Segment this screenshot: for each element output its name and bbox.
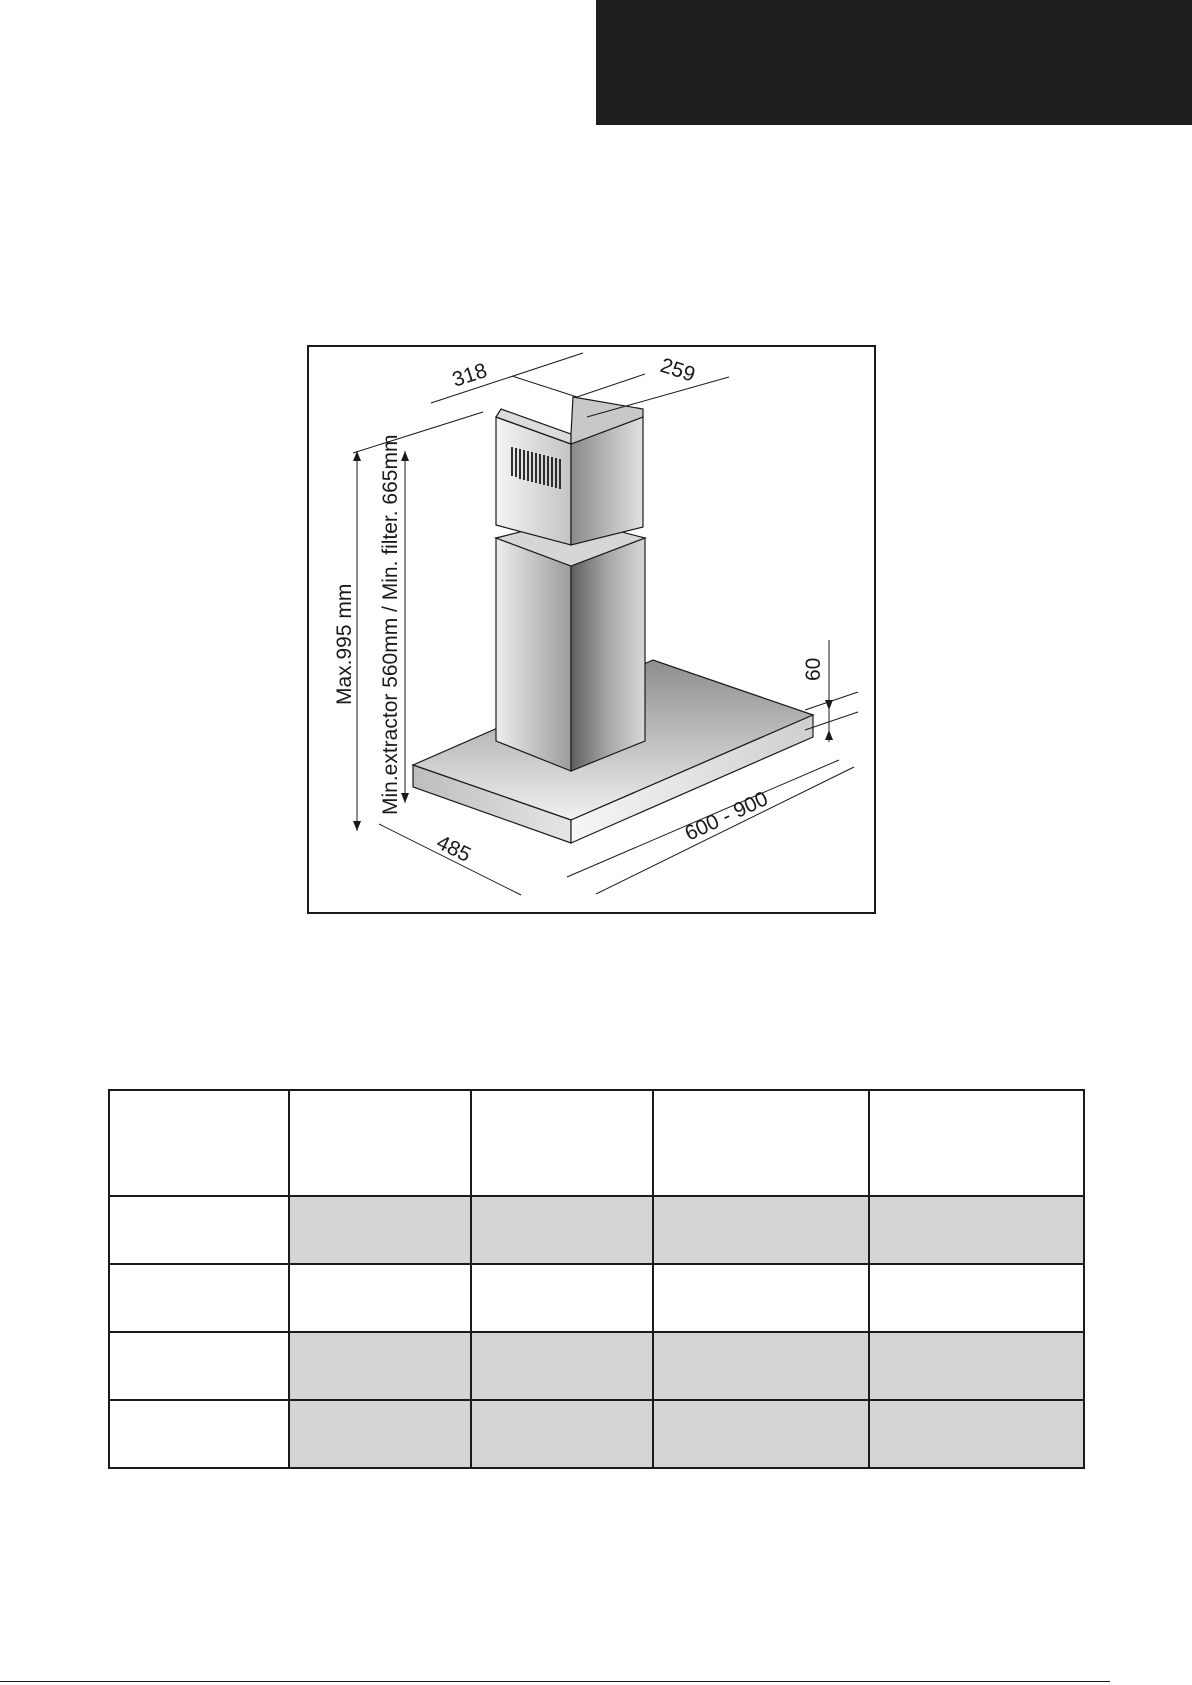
table-row-label	[109, 1400, 289, 1468]
table-cell	[869, 1264, 1084, 1332]
dim-259: 259	[657, 353, 698, 387]
table-row	[109, 1400, 1084, 1468]
table-cell	[289, 1332, 471, 1400]
dimension-diagram	[307, 345, 876, 914]
table-cell	[653, 1332, 869, 1400]
table-cell	[289, 1090, 471, 1196]
table-cell	[471, 1196, 653, 1264]
header-block	[596, 0, 1192, 125]
table-cell	[869, 1332, 1084, 1400]
table-row	[109, 1332, 1084, 1400]
dim-min-height: Min.extractor 560mm / Min. filter. 665mm	[379, 434, 402, 815]
table-cell	[869, 1196, 1084, 1264]
upper-chimney	[496, 397, 643, 545]
lower-chimney	[496, 519, 645, 771]
table-cell	[289, 1400, 471, 1468]
table-cell	[869, 1090, 1084, 1196]
table-cell	[471, 1264, 653, 1332]
table-row	[109, 1264, 1084, 1332]
table-cell	[289, 1264, 471, 1332]
table-cell	[653, 1196, 869, 1264]
table-row-label	[109, 1332, 289, 1400]
cooker-hood-drawing	[309, 347, 874, 912]
table-cell	[653, 1090, 869, 1196]
dim-600-900: 600 - 900	[681, 787, 772, 846]
dim-max-height: Max.995 mm	[333, 583, 356, 705]
table-cell	[109, 1090, 289, 1196]
table-row-label	[109, 1264, 289, 1332]
table-cell	[653, 1400, 869, 1468]
dim-485: 485	[432, 830, 475, 867]
table-header-row	[109, 1090, 1084, 1196]
footer-rule	[0, 1681, 1110, 1682]
spec-table	[108, 1089, 1085, 1469]
table-cell	[471, 1332, 653, 1400]
table-cell	[289, 1196, 471, 1264]
table-row-label	[109, 1196, 289, 1264]
table-cell	[653, 1264, 869, 1332]
table-cell	[471, 1090, 653, 1196]
dim-60: 60	[802, 657, 825, 681]
table-cell	[869, 1400, 1084, 1468]
table-row	[109, 1196, 1084, 1264]
table-cell	[471, 1400, 653, 1468]
dim-318: 318	[449, 359, 490, 392]
